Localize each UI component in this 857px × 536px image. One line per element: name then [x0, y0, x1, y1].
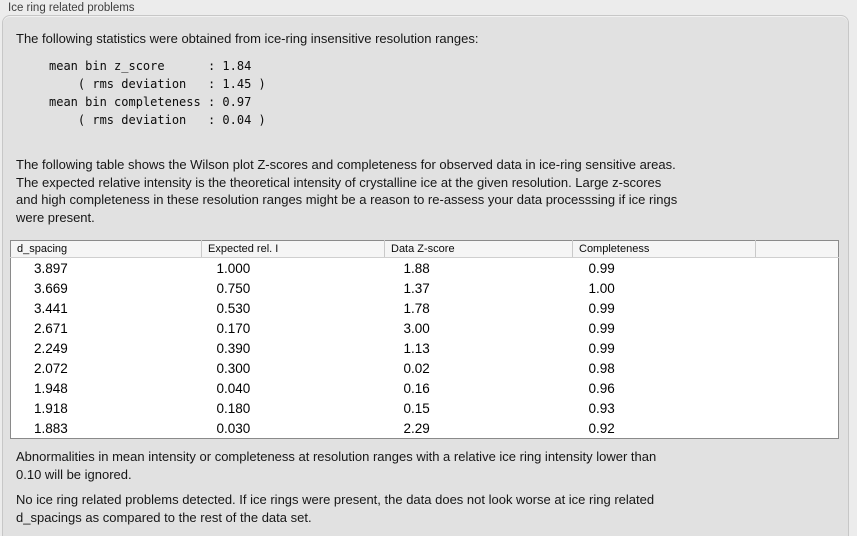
- table-row[interactable]: [11, 398, 839, 418]
- cell-data-z-score: 1.78: [403, 300, 430, 316]
- cell-completeness: 0.99: [588, 300, 615, 316]
- cell-d-spacing: 1.948: [34, 380, 68, 396]
- cell-completeness: 0.93: [588, 400, 615, 416]
- cell-expected-rel-i: 0.750: [216, 280, 251, 296]
- cell-data-z-score: 0.15: [403, 400, 430, 416]
- ignore-note-line: 0.10 will be ignored.: [16, 466, 132, 482]
- cell-spacer: [756, 398, 839, 418]
- conclusion-line: No ice ring related problems detected. If ice rings were present, the data does not look worse at ice ring related: [16, 492, 655, 507]
- cell-completeness: 0.99: [588, 260, 615, 276]
- cell-spacer: [756, 278, 839, 298]
- cell-completeness: 0.92: [588, 420, 615, 436]
- cell-completeness: 0.98: [588, 360, 615, 376]
- table-row[interactable]: [11, 378, 839, 398]
- cell-d-spacing: 2.671: [34, 320, 68, 336]
- cell-spacer: [756, 298, 839, 318]
- table-row[interactable]: [11, 358, 839, 378]
- table-intro-line: and high completeness in these resolution ranges might be a reason to re-assess your data processsing if ice rings: [16, 192, 678, 208]
- cell-expected-rel-i: 0.040: [216, 380, 251, 396]
- cell-spacer: [756, 358, 839, 378]
- table-row[interactable]: [11, 298, 839, 318]
- cell-data-z-score: 0.16: [403, 380, 430, 396]
- cell-d-spacing: 3.897: [34, 260, 68, 276]
- column-header-data-z-score[interactable]: Data Z-score: [385, 241, 573, 258]
- cell-expected-rel-i: 0.180: [216, 400, 251, 416]
- panel-title: Ice ring related problems: [8, 2, 135, 14]
- cell-expected-rel-i: 0.530: [216, 300, 251, 316]
- table-intro-line: The expected relative intensity is the theoretical intensity of crystalline ice at the given resolution. Large z-scores: [16, 174, 662, 190]
- cell-data-z-score: 2.29: [403, 420, 430, 436]
- cell-completeness: 0.99: [588, 340, 615, 356]
- stats-line: ( rms deviation : 0.04 ): [49, 113, 266, 127]
- cell-spacer: [756, 338, 839, 358]
- table-intro-line: The following table shows the Wilson plot Z-scores and completeness for observed data in ice-ring sensitive areas.: [16, 157, 676, 172]
- table-row[interactable]: [11, 318, 839, 338]
- ice-ring-table: [10, 240, 839, 439]
- cell-completeness: 1.00: [588, 280, 615, 296]
- cell-data-z-score: 1.37: [403, 280, 430, 296]
- ignore-note-line: Abnormalities in mean intensity or completeness at resolution ranges with a relative ice ring intensity lower than: [16, 449, 657, 464]
- cell-expected-rel-i: 0.170: [216, 320, 251, 336]
- cell-d-spacing: 2.072: [34, 360, 68, 376]
- column-header-spacer: [756, 241, 839, 258]
- column-header-completeness[interactable]: Completeness: [573, 241, 756, 258]
- cell-spacer: [756, 418, 839, 439]
- cell-spacer: [756, 258, 839, 279]
- stats-line: mean bin z_score : 1.84: [49, 59, 252, 73]
- column-header-expected-rel-i[interactable]: Expected rel. I: [202, 241, 385, 258]
- stats-line: ( rms deviation : 1.45 ): [49, 77, 266, 91]
- ignore-note: [16, 448, 656, 483]
- table-row[interactable]: [11, 258, 839, 279]
- cell-completeness: 0.96: [588, 380, 615, 396]
- table-row[interactable]: [11, 418, 839, 439]
- cell-expected-rel-i: 0.300: [216, 360, 251, 376]
- table-row[interactable]: [11, 338, 839, 358]
- cell-data-z-score: 1.13: [403, 340, 430, 356]
- cell-d-spacing: 2.249: [34, 340, 68, 356]
- stats-intro-text: The following statistics were obtained from ice-ring insensitive resolution ranges:: [16, 31, 479, 46]
- table-intro-text: [16, 156, 677, 226]
- stats-line: mean bin completeness : 0.97: [49, 95, 252, 109]
- cell-expected-rel-i: 0.390: [216, 340, 251, 356]
- stats-block: [49, 57, 266, 129]
- cell-d-spacing: 1.883: [34, 420, 68, 436]
- cell-data-z-score: 0.02: [403, 360, 430, 376]
- table-intro-line: were present.: [16, 209, 95, 225]
- cell-expected-rel-i: 0.030: [216, 420, 251, 436]
- cell-spacer: [756, 378, 839, 398]
- cell-d-spacing: 3.441: [34, 300, 68, 316]
- cell-data-z-score: 1.88: [403, 260, 430, 276]
- cell-d-spacing: 3.669: [34, 280, 68, 296]
- conclusion-note: [16, 491, 654, 526]
- cell-spacer: [756, 318, 839, 338]
- cell-data-z-score: 3.00: [403, 320, 430, 336]
- table-header-row: [11, 241, 839, 258]
- column-header-d-spacing[interactable]: d_spacing: [11, 241, 202, 258]
- cell-d-spacing: 1.918: [34, 400, 68, 416]
- conclusion-line: d_spacings as compared to the rest of the data set.: [16, 509, 312, 525]
- table-row[interactable]: [11, 278, 839, 298]
- cell-completeness: 0.99: [588, 320, 615, 336]
- cell-expected-rel-i: 1.000: [216, 260, 251, 276]
